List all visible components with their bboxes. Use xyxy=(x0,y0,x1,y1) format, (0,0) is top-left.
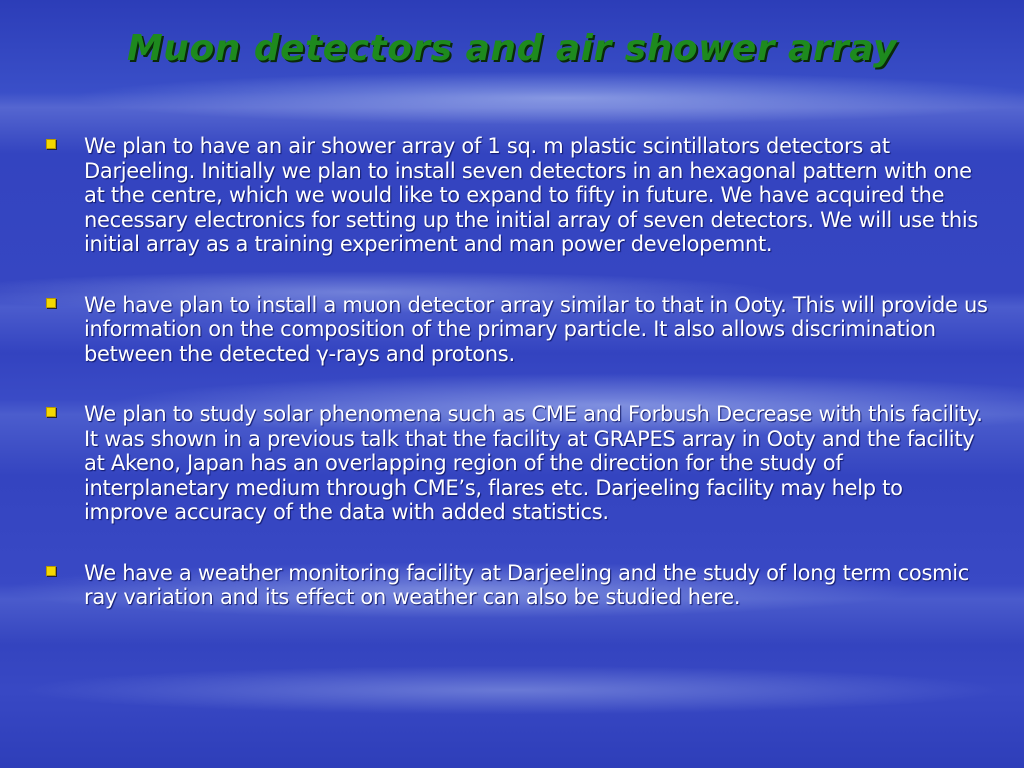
square-bullet-icon xyxy=(46,139,56,149)
bullet-text: We have plan to install a muon detector array similar to that in Ooty. This will provide us information on the composition of the primary particle. It also allows discrimination between the detected γ-rays and protons. xyxy=(84,292,988,366)
bullet-item xyxy=(44,134,990,257)
square-bullet-icon xyxy=(46,407,56,417)
square-bullet-icon xyxy=(46,566,56,576)
bullet-item xyxy=(44,402,990,525)
bullet-list xyxy=(44,134,990,646)
bullet-item xyxy=(44,293,990,367)
bullet-text: We plan to have an air shower array of 1 sq. m plastic scintillators detectors at Darjeeling. Initially we plan to install seven detectors in an hexagonal pattern with one at the centre, which we would like to expand to fifty in future. We have acquired the necessary electronics for setting up the initial array of seven detectors. We will use this initial array as a training experiment and man power developemnt. xyxy=(84,134,979,256)
slide-title: Muon detectors and air shower array xyxy=(126,28,897,69)
bullet-item xyxy=(44,561,990,610)
square-bullet-icon xyxy=(46,298,56,308)
bullet-text: We plan to study solar phenomena such as CME and Forbush Decrease with this facility. It was shown in a previous talk that the facility at GRAPES array in Ooty and the facility at Akeno, Japan has an overlapping region of the direction for the study of interplanetary medium through CME’s, flares etc. Darjeeling facility may help to improve accuracy of the data with added statistics. xyxy=(84,402,983,524)
bullet-text: We have a weather monitoring facility at Darjeeling and the study of long term cosmic ray variation and its effect on weather can also be studied here. xyxy=(84,560,970,609)
